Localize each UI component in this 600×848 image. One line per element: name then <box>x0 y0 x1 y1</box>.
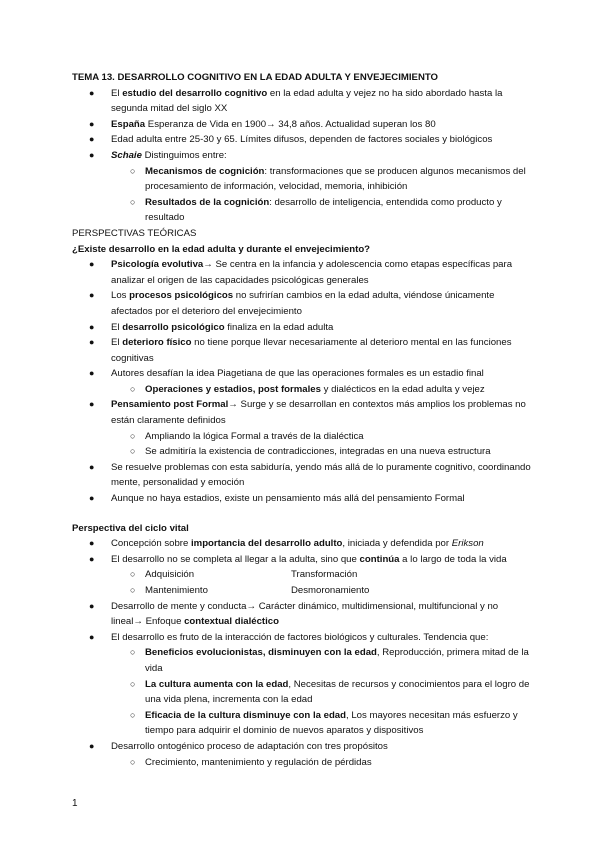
bullet: ● Schaie Distinguimos entre: <box>89 149 227 161</box>
bullet: ● Desarrollo ontogénico proceso de adaptación con tres propósitos <box>89 740 388 752</box>
bullet: ● Psicología evolutiva→ Se centra en la infancia y adolescencia como etapas específicas para analizar el origen de las capacidades psicológicas generales <box>89 259 513 286</box>
bullet: ● España Esperanza de Vida en 1900→ 34,8 años. Actualidad superan los 80 <box>89 118 436 130</box>
sub-bullet: ○ Beneficios evolucionistas, disminuyen con la edad, Reproducción, primera mitad de la vida <box>130 647 529 674</box>
section-heading: PERSPECTIVAS TEÓRICAS <box>72 227 197 239</box>
sub-bullet: ○ Ampliando la lógica Formal a través de la dialéctica <box>130 430 364 442</box>
bullet: ● El desarrollo es fruto de la interacción de factores biológicos y culturales. Tendencia que: <box>89 631 489 643</box>
section-question: ¿Existe desarrollo en la edad adulta y durante el envejecimiento? <box>72 243 371 255</box>
bullet: ● Se resuelve problemas con esta sabiduría, yendo más allá de lo puramente cognitivo, coordinando mente, personalidad y emoción <box>89 461 531 489</box>
bullet: ● El desarrollo psicológico finaliza en la edad adulta <box>89 321 334 333</box>
bullet: ● Desarrollo de mente y conducta→ Carácter dinámico, multidimensional, multifuncional y no lineal→ Enfoque contextual dialéctico <box>89 600 499 628</box>
page-number: 1 <box>72 798 78 809</box>
bullet: ● El estudio del desarrollo cognitivo en la edad adulta y vejez no ha sido abordado hasta la segunda mitad del siglo XX <box>89 87 503 115</box>
bullet: ● Aunque no haya estadios, existe un pensamiento más allá del pensamiento Formal <box>89 493 465 505</box>
bullet: ● El desarrollo no se completa al llegar a la adulta, sino que continúa a lo largo de toda la vida <box>89 553 507 565</box>
bullet: ● Edad adulta entre 25-30 y 65. Límites difusos, dependen de factores sociales y biológicos <box>89 134 493 146</box>
sub-bullet: ○ Mecanismos de cognición: transformaciones que se producen algunos mecanismos del procesamiento de información, velocidad, memoria, inhibición <box>130 165 526 193</box>
sub-bullet: ○ Se admitiría la existencia de contradicciones, integradas en una nueva estructura <box>130 446 491 458</box>
sub-bullet: ○ Crecimiento, mantenimiento y regulación de pérdidas <box>130 756 372 768</box>
document-page <box>72 70 532 770</box>
sub-bullet-grid-row: ○ Mantenimiento Desmoronamiento <box>130 585 370 596</box>
sub-bullet: ○ Operaciones y estadios, post formales y dialécticos en la edad adulta y vejez <box>130 383 485 395</box>
bullet: ● Pensamiento post Formal→ Surge y se desarrollan en contextos más amplios los problemas no están claramente definidos <box>89 399 526 427</box>
section-heading: Perspectiva del ciclo vital <box>72 522 189 534</box>
sub-bullet: ○ Resultados de la cognición: desarrollo de inteligencia, entendida como producto y resultado <box>130 196 502 224</box>
bullet: ● Los procesos psicológicos no sufrirían cambios en la edad adulta, viéndose únicamente afectados por el deterioro del envejecimiento <box>89 290 495 317</box>
bullet: ● El deterioro físico no tiene porque llevar necesariamente al deterioro mental en las funciones cognitivas <box>89 337 512 364</box>
sub-bullet-grid-row: ○ Adquisición Transformación <box>130 569 358 581</box>
document-title: TEMA 13. DESARROLLO COGNITIVO EN LA EDAD ADULTA Y ENVEJECIMIENTO <box>72 72 439 83</box>
sub-bullet: ○ Eficacia de la cultura disminuye con la edad, Los mayores necesitan más esfuerzo y tiempo para adquirir el dominio de nuevos aparatos y dispositivos <box>130 709 518 737</box>
bullet: ● Concepción sobre importancia del desarrollo adulto, iniciada y defendida por Erikson <box>89 538 484 550</box>
bullet: ● Autores desafían la idea Piagetiana de que las operaciones formales es un estadio final <box>89 368 484 380</box>
sub-bullet: ○ La cultura aumenta con la edad, Necesitas de recursos y conocimientos para el logro de una vida plena, incrementa con la edad <box>130 678 530 706</box>
